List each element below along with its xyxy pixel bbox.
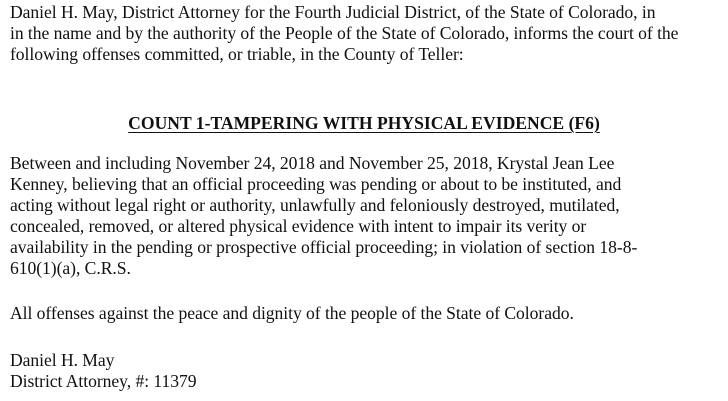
count-line-3: acting without legal right or authority, unlawfully and feloniously destroyed, mutilated, [10, 195, 620, 215]
count-heading: COUNT 1-TAMPERING WITH PHYSICAL EVIDENCE (F6) [128, 113, 600, 133]
closing-statement: All offenses against the peace and dignity of the people of the State of Colorado. [10, 303, 574, 323]
intro-line-1: Daniel H. May, District Attorney for the Fourth Judicial District, of the State of Colorado, in [10, 2, 656, 22]
count-line-5: availability in the pending or prospective official proceeding; in violation of section 18-8- [10, 237, 638, 257]
signature-name: Daniel H. May [10, 350, 115, 370]
intro-line-2: in the name and by the authority of the People of the State of Colorado, informs the court of the [10, 23, 679, 43]
count-line-2: Kenney, believing that an official proceeding was pending or about to be instituted, and [10, 174, 622, 194]
count-line-6: 610(1)(a), C.R.S. [10, 258, 131, 278]
intro-line-3: following offenses committed, or triable, in the County of Teller: [10, 44, 464, 64]
signature-title: District Attorney, #: 11379 [10, 371, 197, 391]
count-line-4: concealed, removed, or altered physical evidence with intent to impair its verity or [10, 216, 587, 236]
count-line-1: Between and including November 24, 2018 and November 25, 2018, Krystal Jean Lee [10, 153, 615, 173]
